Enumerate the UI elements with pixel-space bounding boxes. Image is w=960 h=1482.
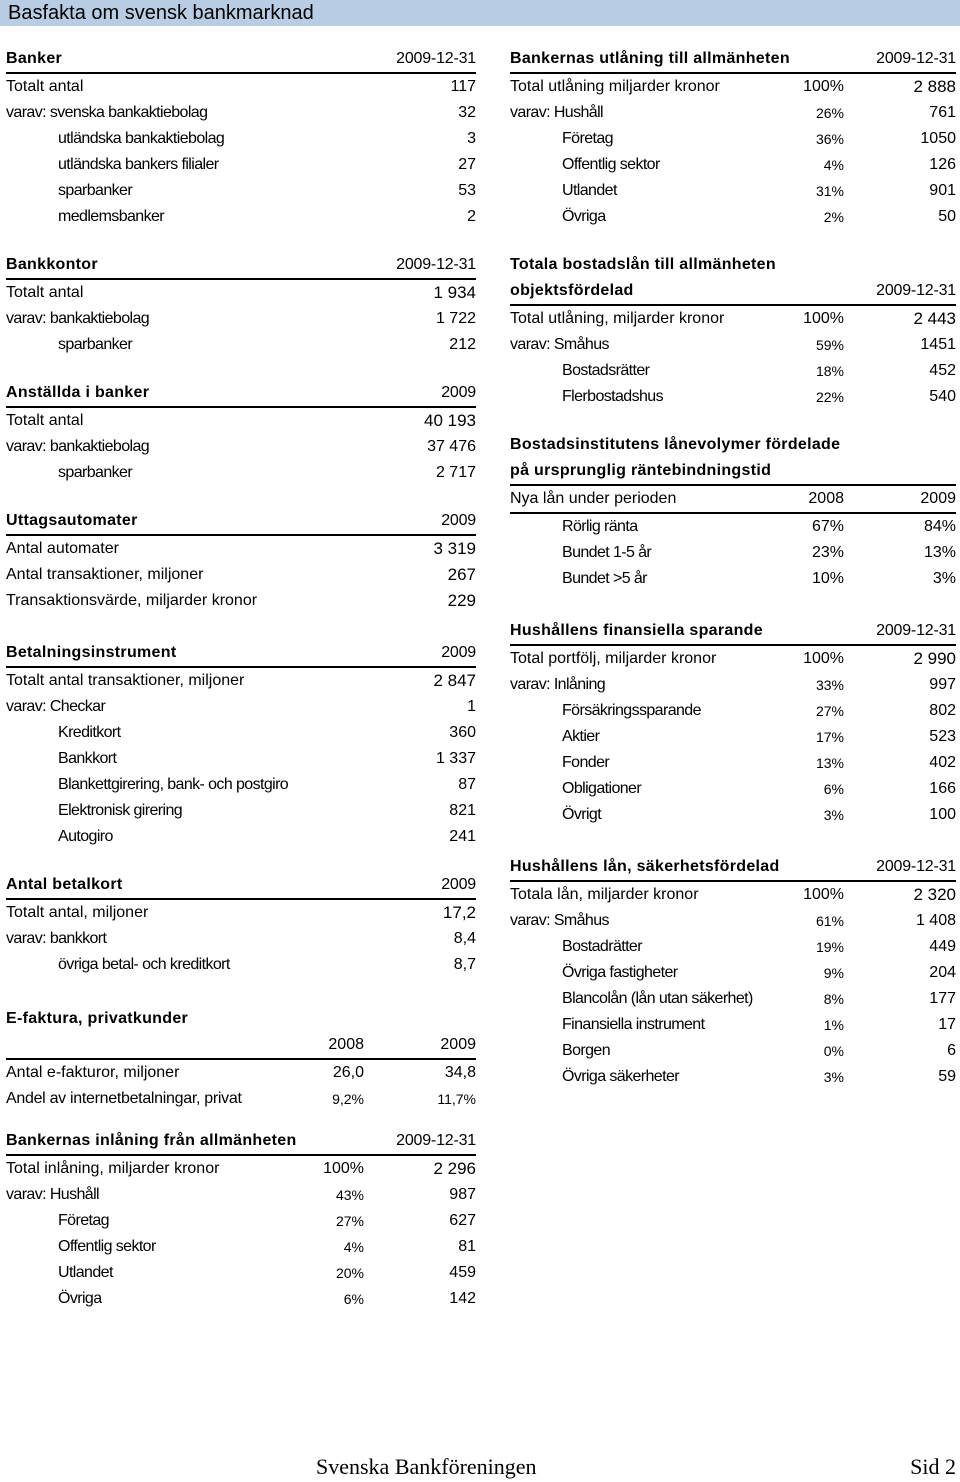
row-label: Obligationer: [562, 780, 642, 797]
row-label: Totala lån, miljarder kronor: [510, 886, 699, 903]
table-row: [6, 772, 476, 798]
row-label: Autogiro: [58, 828, 113, 845]
row-value: 2: [467, 208, 476, 225]
row-percent: 2%: [823, 209, 844, 225]
row-label: Blankettgirering, bank- och postgiro: [58, 776, 289, 793]
row-value: 126: [929, 156, 956, 173]
section-subtitle: objektsfördelad: [510, 282, 634, 299]
row-percent: 22%: [815, 389, 844, 405]
bottom-section: [6, 1128, 476, 1312]
table-row: [510, 960, 956, 986]
row-percent: 33%: [815, 677, 844, 693]
table-row: [510, 1064, 956, 1090]
section-title: Totala bostadslån till allmänheten: [510, 256, 776, 273]
row-percent: 18%: [815, 363, 844, 379]
row-percent: 36%: [815, 131, 844, 147]
table-row: [6, 926, 476, 952]
row-percent: 1%: [823, 1017, 844, 1033]
table-row: [6, 152, 476, 178]
table-row: [510, 540, 956, 566]
table-row: [6, 668, 476, 694]
section-header: [6, 872, 476, 900]
table-row: [6, 280, 476, 306]
table-row: [6, 126, 476, 152]
footer-organization: Svenska Bankföreningen: [316, 1454, 537, 1479]
row-label: utländska bankers filialer: [58, 156, 219, 173]
row-value: 32: [458, 104, 476, 121]
table-row: [6, 306, 476, 332]
section-finansiellt-sparande: [510, 618, 956, 828]
row-percent: 59%: [815, 337, 844, 353]
section-date: 2009: [441, 644, 476, 661]
row-label: Totalt antal: [6, 78, 84, 95]
row-value: 166: [929, 780, 956, 797]
row-value: 997: [929, 676, 956, 693]
row-value: 2 320: [913, 885, 956, 904]
row-value: 1 408: [915, 912, 956, 929]
row-label: sparbanker: [58, 336, 133, 353]
row-value: 2 717: [435, 464, 476, 481]
section-bostadslan: [510, 252, 956, 410]
row-label: Bundet 1-5 år: [562, 544, 652, 561]
row-value: 6: [947, 1042, 956, 1059]
section-title: Anställda i banker: [6, 384, 150, 401]
row-value: 1 934: [433, 283, 476, 302]
row-label: Blancolån (lån utan säkerhet): [562, 990, 753, 1007]
section-banker: [6, 46, 476, 230]
row-label: Transaktionsvärde, miljarder kronor: [6, 592, 258, 609]
table-row: [510, 908, 956, 934]
row-value: 17: [938, 1016, 956, 1033]
row-percent: 100%: [803, 78, 844, 95]
table-row: [510, 566, 956, 592]
section-title: Bankernas inlåning från allmänheten: [6, 1132, 297, 1149]
table-row: [510, 306, 956, 332]
row-value: 8,4: [453, 930, 476, 947]
row-value: 37 476: [427, 438, 476, 455]
table-row: [6, 100, 476, 126]
row-value: 523: [929, 728, 956, 745]
section-date: 2009: [441, 876, 476, 893]
row-label: varav: svenska bankaktiebolag: [6, 104, 208, 121]
table-row: [510, 74, 956, 100]
row-value-2008: 26,0: [332, 1064, 364, 1081]
table-row: [510, 750, 956, 776]
row-value: 449: [929, 938, 956, 955]
table-row: [6, 1234, 476, 1260]
row-percent: 17%: [815, 729, 844, 745]
row-percent: 20%: [335, 1265, 364, 1281]
row-label: Bankkort: [58, 750, 117, 767]
table-row: [510, 986, 956, 1012]
row-percent: 3%: [823, 807, 844, 823]
row-value-2008: 23%: [811, 544, 844, 561]
row-value: 8,7: [453, 956, 476, 973]
row-value: 2 888: [913, 77, 956, 96]
row-label: Företag: [58, 1212, 109, 1229]
section-title: Bankernas utlåning till allmänheten: [510, 50, 790, 67]
table-row: [6, 1086, 476, 1112]
year-header: [510, 486, 956, 514]
year-header: [6, 1032, 476, 1060]
section-utlaning: [510, 46, 956, 230]
table-row: [6, 562, 476, 588]
row-value: 3 319: [433, 539, 476, 558]
year-1: 2008: [808, 490, 844, 507]
table-row: [6, 588, 476, 614]
row-percent: 100%: [803, 310, 844, 327]
row-percent: 6%: [823, 781, 844, 797]
table-row: [510, 934, 956, 960]
table-row: [510, 126, 956, 152]
row-label: varav: Inlåning: [510, 676, 606, 693]
row-value: 2 847: [433, 671, 476, 690]
row-label: Totalt antal: [6, 284, 84, 301]
row-value: 459: [449, 1264, 476, 1281]
row-percent: 100%: [803, 650, 844, 667]
row-percent: 26%: [815, 105, 844, 121]
row-percent: 6%: [343, 1291, 364, 1307]
table-row: [6, 536, 476, 562]
row-percent: 4%: [823, 157, 844, 173]
row-value: 40 193: [424, 411, 476, 430]
row-value: 2 443: [913, 309, 956, 328]
row-value: 1: [467, 698, 476, 715]
row-label: Offentlig sektor: [562, 156, 660, 173]
row-percent: 9%: [823, 965, 844, 981]
table-row: [6, 900, 476, 926]
table-row: [510, 1038, 956, 1064]
section-title: Hushållens finansiella sparande: [510, 622, 763, 639]
page-title: Basfakta om svensk bankmarknad: [0, 0, 960, 26]
row-value: 402: [929, 754, 956, 771]
row-value-2009: 11,7%: [437, 1091, 476, 1107]
row-label: Företag: [562, 130, 613, 147]
table-row: [510, 802, 956, 828]
right-column: [510, 46, 956, 1090]
row-value: 540: [929, 388, 956, 405]
page-footer: [0, 1452, 960, 1482]
row-value: 1 337: [435, 750, 476, 767]
row-value: 17,2: [442, 903, 476, 922]
row-label: varav: bankaktiebolag: [6, 310, 150, 327]
section-efaktura: [6, 1006, 476, 1112]
table-row: [6, 1260, 476, 1286]
row-label: Rörlig ränta: [562, 518, 638, 535]
section-date: 2009-12-31: [396, 1132, 476, 1149]
row-percent: 27%: [335, 1213, 364, 1229]
row-label: Finansiella instrument: [562, 1016, 705, 1033]
year-2: 2009: [920, 490, 956, 507]
row-label: varav: Checkar: [6, 698, 106, 715]
row-label: övriga betal- och kreditkort: [58, 956, 230, 973]
section-inlaning: [6, 1128, 476, 1312]
section-bostadsinstitut: [510, 432, 956, 592]
table-row: [6, 720, 476, 746]
section-header: [510, 252, 956, 278]
row-label: Övrigt: [562, 806, 602, 823]
row-label: Totalt antal: [6, 412, 84, 429]
row-label: varav: Småhus: [510, 336, 609, 353]
section-header: [510, 618, 956, 646]
row-label: Borgen: [562, 1042, 610, 1059]
row-value: 2 990: [913, 649, 956, 668]
row-value-2009: 3%: [932, 570, 956, 587]
section-header: [6, 46, 476, 74]
section-header: [6, 1006, 476, 1032]
table-row: [510, 358, 956, 384]
section-date: 2009: [441, 512, 476, 529]
table-row: [6, 1182, 476, 1208]
row-value: 27: [458, 156, 476, 173]
row-percent: 4%: [343, 1239, 364, 1255]
section-title: Banker: [6, 50, 63, 67]
row-label: Totalt antal, miljoner: [6, 904, 149, 921]
section-uttagsautomater: [6, 508, 476, 614]
row-value: 81: [458, 1238, 476, 1255]
table-row: [6, 332, 476, 358]
row-label: sparbanker: [58, 464, 133, 481]
row-value: 229: [447, 591, 476, 610]
section-betalkort: [6, 872, 476, 978]
section-date: 2009-12-31: [396, 50, 476, 67]
row-value: 100: [929, 806, 956, 823]
table-row: [6, 952, 476, 978]
row-value: 59: [938, 1068, 956, 1085]
left-column: [6, 46, 476, 1112]
section-subtitle: på ursprunglig räntebindningstid: [510, 462, 772, 479]
row-value: 2 296: [433, 1159, 476, 1178]
row-label: Antal e-fakturor, miljoner: [6, 1064, 180, 1081]
row-label: utländska bankaktiebolag: [58, 130, 225, 147]
row-value-2008: 9,2%: [332, 1091, 364, 1107]
row-value-2009: 34,8: [444, 1064, 476, 1081]
section-date: 2009-12-31: [876, 858, 956, 875]
row-value-2008: 67%: [811, 518, 844, 535]
table-row: [6, 1286, 476, 1312]
row-value: 987: [449, 1186, 476, 1203]
row-label: Övriga fastigheter: [562, 964, 678, 981]
row-label: Total inlåning, miljarder kronor: [6, 1160, 220, 1177]
section-title: Bostadsinstitutens lånevolymer fördelade: [510, 436, 841, 453]
row-label: Fonder: [562, 754, 610, 771]
row-label: Totalt antal transaktioner, miljoner: [6, 672, 245, 689]
row-label: varav: Hushåll: [510, 104, 603, 121]
section-header: [6, 640, 476, 668]
row-label: Utlandet: [562, 182, 617, 199]
row-value: 117: [450, 78, 476, 95]
row-value: 212: [449, 336, 476, 353]
table-row: [510, 332, 956, 358]
row-percent: 8%: [823, 991, 844, 1007]
row-percent: 3%: [823, 1069, 844, 1085]
section-date: 2009-12-31: [396, 256, 476, 273]
row-label: Andel av internetbetalningar, privat: [6, 1090, 242, 1107]
section-betalningsinstrument: [6, 640, 476, 850]
row-value: 627: [449, 1212, 476, 1229]
row-percent: 27%: [815, 703, 844, 719]
row-label: varav: Småhus: [510, 912, 609, 929]
row-value-2008: 10%: [811, 570, 844, 587]
row-label: Antal automater: [6, 540, 119, 557]
year-2: 2009: [440, 1036, 476, 1053]
table-row: [6, 408, 476, 434]
row-label: Bundet >5 år: [562, 570, 647, 587]
table-row: [510, 152, 956, 178]
row-label: Övriga: [562, 208, 606, 225]
table-row: [510, 776, 956, 802]
section-title: E-faktura, privatkunder: [6, 1010, 189, 1027]
section-header: [510, 432, 956, 458]
row-label: Flerbostadshus: [562, 388, 663, 405]
row-value: 1 722: [435, 310, 476, 327]
section-date: 2009: [441, 384, 476, 401]
table-row: [6, 1060, 476, 1086]
row-label: Bostadsrätter: [562, 362, 650, 379]
row-value: 360: [449, 724, 476, 741]
row-value: 53: [458, 182, 476, 199]
row-value: 452: [929, 362, 956, 379]
section-bankkontor: [6, 252, 476, 358]
row-label: varav: bankkort: [6, 930, 107, 947]
row-label: medlemsbanker: [58, 208, 165, 225]
section-title: Uttagsautomater: [6, 512, 138, 529]
table-row: [6, 746, 476, 772]
section-anstallda: [6, 380, 476, 486]
row-label: Kreditkort: [58, 724, 121, 741]
section-title: Betalningsinstrument: [6, 644, 177, 661]
row-value: 901: [929, 182, 956, 199]
row-value: 204: [929, 964, 956, 981]
row-label: Försäkringssparande: [562, 702, 701, 719]
table-row: [510, 384, 956, 410]
table-row: [510, 698, 956, 724]
section-header: [510, 854, 956, 882]
row-label: Total utlåning miljarder kronor: [510, 78, 720, 95]
table-row: [6, 824, 476, 850]
table-row: [6, 178, 476, 204]
section-subheader: [510, 458, 956, 486]
row-value-2009: 13%: [923, 544, 956, 561]
table-row: [510, 646, 956, 672]
table-row: [6, 694, 476, 720]
row-value: 761: [929, 104, 956, 121]
section-date: 2009-12-31: [876, 622, 956, 639]
row-label: sparbanker: [58, 182, 133, 199]
section-header: [6, 1128, 476, 1156]
row-value: 1451: [920, 336, 956, 353]
section-date: 2009-12-31: [876, 50, 956, 67]
table-row: [510, 514, 956, 540]
table-row: [510, 1012, 956, 1038]
row-label: Aktier: [562, 728, 600, 745]
page-number: Sid 2: [910, 1454, 956, 1479]
row-label: varav: bankaktiebolag: [6, 438, 150, 455]
row-value: 177: [929, 990, 956, 1007]
table-row: [510, 204, 956, 230]
row-label: Total portfölj, miljarder kronor: [510, 650, 717, 667]
table-row: [510, 178, 956, 204]
row-percent: 100%: [803, 886, 844, 903]
row-value: 3: [467, 130, 476, 147]
table-row: [6, 434, 476, 460]
section-header: [6, 252, 476, 280]
table-row: [6, 1156, 476, 1182]
row-label: Bostadrätter: [562, 938, 642, 955]
section-header: [6, 508, 476, 536]
section-title: Hushållens lån, säkerhetsfördelad: [510, 858, 780, 875]
row-label: Antal transaktioner, miljoner: [6, 566, 204, 583]
table-row: [510, 100, 956, 126]
section-header: [6, 380, 476, 408]
row-percent: 31%: [815, 183, 844, 199]
table-row: [6, 798, 476, 824]
section-hushallens-lan: [510, 854, 956, 1090]
row-label: varav: Hushåll: [6, 1186, 99, 1203]
section-title: Antal betalkort: [6, 876, 123, 893]
row-value: 142: [449, 1290, 476, 1307]
table-row: [510, 882, 956, 908]
row-value-2009: 84%: [923, 518, 956, 535]
table-row: [510, 724, 956, 750]
row-value: 50: [938, 208, 956, 225]
row-label: Total utlåning, miljarder kronor: [510, 310, 725, 327]
section-header: [510, 46, 956, 74]
row-percent: 100%: [323, 1160, 364, 1177]
table-row: [6, 204, 476, 230]
row-percent: 61%: [815, 913, 844, 929]
row-label: Övriga: [58, 1290, 102, 1307]
row-value: 87: [458, 776, 476, 793]
column-label: Nya lån under perioden: [510, 490, 677, 507]
table-row: [510, 672, 956, 698]
row-value: 1050: [920, 130, 956, 147]
table-row: [6, 1208, 476, 1234]
row-percent: 43%: [335, 1187, 364, 1203]
section-title: Bankkontor: [6, 256, 98, 273]
section-date: 2009-12-31: [876, 282, 956, 299]
row-value: 241: [449, 828, 476, 845]
row-label: Offentlig sektor: [58, 1238, 156, 1255]
row-value: 802: [929, 702, 956, 719]
row-percent: 0%: [823, 1043, 844, 1059]
row-label: Utlandet: [58, 1264, 113, 1281]
row-label: Övriga säkerheter: [562, 1068, 679, 1085]
section-subheader: [510, 278, 956, 306]
row-percent: 13%: [815, 755, 844, 771]
year-1: 2008: [328, 1036, 364, 1053]
row-value: 821: [449, 802, 476, 819]
row-percent: 19%: [815, 939, 844, 955]
table-row: [6, 74, 476, 100]
row-value: 267: [447, 565, 476, 584]
row-label: Elektronisk girering: [58, 802, 183, 819]
table-row: [6, 460, 476, 486]
